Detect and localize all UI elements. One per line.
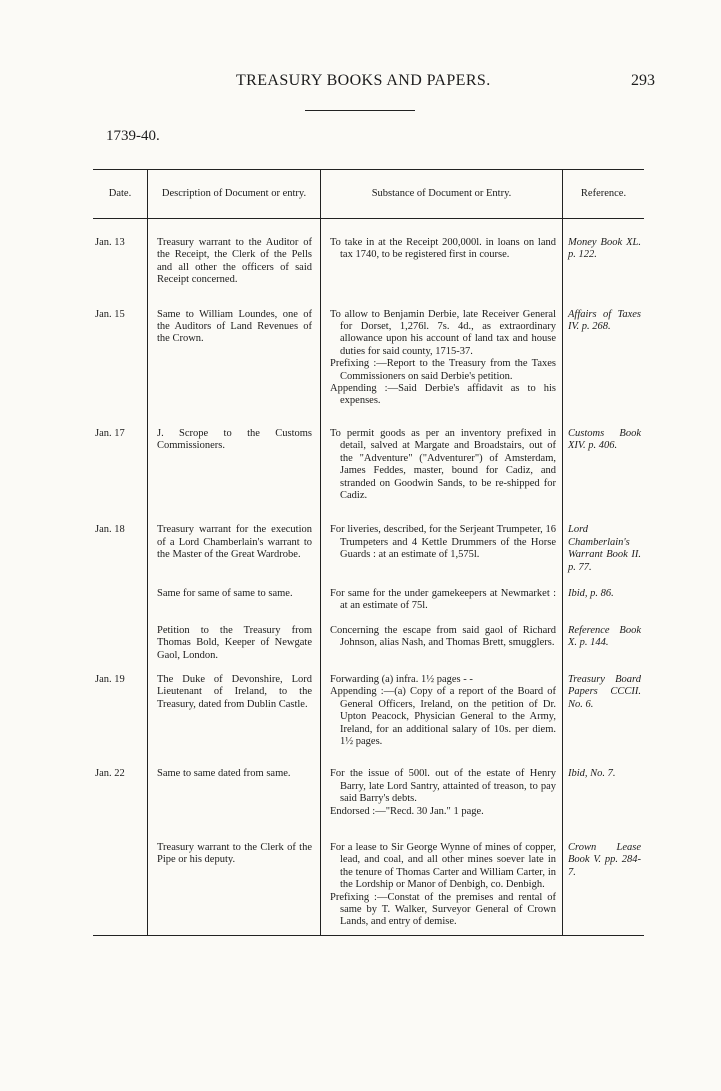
substance-paragraph: Appending :—(a) Copy of a report of the Board of General Officers, Ireland, on the petition of Dr. Upton Peacock, Physician General to the Army, Ireland, for an additional salary of 10s. per diem. 1½ pages.: [330, 686, 556, 747]
entry-description: Treasury warrant for the execution of a Lord Chamberlain's warrant to the Master of the Great Wardrobe.: [157, 524, 312, 561]
substance-paragraph: To allow to Benjamin Derbie, late Receiver General for Dorset, 1,276l. 7s. 4d., as extraordinary allowance upon his account of land tax and house duties for said county, 1715-37.: [330, 308, 556, 357]
entry-substance: [320, 842, 562, 929]
table-row: [93, 613, 644, 662]
page-number: 293: [631, 72, 655, 89]
entry-date: Jan. 22: [95, 768, 125, 780]
substance-paragraph: For a lease to Sir George Wynne of mines of copper, lead, and coal, and all other mines soever late in the tenure of Thomas Carter and William Carter, in the Lordship or Manor of Denbigh, co. Denbigh.: [330, 842, 556, 891]
substance-paragraph: To take in at the Receipt 200,000l. in loans on land tax 1740, to be registered first in course.: [330, 237, 556, 261]
table-row: [93, 408, 644, 502]
entry-description: Same to William Loundes, one of the Auditors of Land Revenues of the Crown.: [157, 308, 312, 345]
entry-reference: Crown Lease Book V. pp. 284-7.: [568, 842, 641, 878]
entry-description: Treasury warrant to the Clerk of the Pipe or his deputy.: [157, 842, 312, 866]
entry-reference: Lord Chamberlain's Warrant Book II. p. 77.: [568, 524, 641, 573]
column-header-substance: Substance of Document or Entry.: [320, 170, 562, 218]
entry-date: Jan. 13: [95, 237, 125, 248]
entry-description: Petition to the Treasury from Thomas Bold, Keeper of Newgate Gaol, London.: [157, 624, 312, 661]
substance-paragraph: Concerning the escape from said gaol of Richard Johnson, alias Nash, and Thomas Brett, smugglers.: [330, 624, 556, 649]
substance-paragraph: Endorsed :—"Recd. 30 Jan." 1 page.: [330, 805, 484, 817]
substance-paragraph: For same for the under gamekeepers at Newmarket : at an estimate of 75l.: [330, 587, 556, 612]
entry-substance: [320, 674, 562, 748]
entry-substance: [320, 524, 562, 574]
entry-substance: [320, 428, 562, 502]
table-row: [93, 818, 644, 929]
entry-date: [93, 842, 147, 929]
entry-reference: Customs Book XIV. p. 406.: [568, 427, 641, 452]
entry-reference: Ibid, p. 86.: [568, 587, 614, 599]
entry-reference: Treasury Board Papers CCCII. No. 6.: [568, 673, 641, 710]
entry-substance: [320, 625, 562, 662]
entry-date: Jan. 17: [95, 427, 125, 439]
entry-description: The Duke of Devonshire, Lord Lieutenant of Ireland, to the Treasury, dated from Dublin Castle.: [157, 673, 312, 710]
table-row: [93, 219, 644, 287]
table-row: [93, 287, 644, 408]
substance-paragraph: Appending :—Said Derbie's affidavit as to his expenses.: [330, 383, 556, 407]
entry-substance: [320, 309, 562, 408]
entry-date: Jan. 18: [95, 524, 125, 536]
entry-description: J. Scrope to the Customs Commissioners.: [157, 427, 312, 452]
entry-description: Same for same of same to same.: [157, 587, 293, 599]
entry-reference: Affairs of Taxes IV. p. 268.: [568, 308, 641, 333]
page-header: [0, 72, 721, 96]
entry-substance: [320, 768, 562, 818]
entry-description: Same to same dated from same.: [157, 768, 291, 780]
header-rule: [305, 110, 415, 111]
entry-date: Jan. 19: [95, 673, 125, 685]
substance-paragraph: Prefixing :—Constat of the premises and rental of same by T. Walker, Surveyor General of Crown Lands, and entry of demise.: [330, 891, 556, 928]
entry-description: Treasury warrant to the Auditor of the Receipt, the Clerk of the Pells and all other the officers of said Receipt concerned.: [157, 237, 312, 286]
entry-reference: Ibid, No. 7.: [568, 768, 616, 780]
entry-reference: Money Book XL. p. 122.: [568, 237, 641, 261]
table-row: [93, 574, 644, 613]
entry-reference: Reference Book X. p. 144.: [568, 624, 641, 649]
entry-date: Jan. 15: [95, 308, 125, 320]
table-body: [93, 219, 644, 935]
column-header-date: Date.: [108, 188, 132, 199]
substance-paragraph: Forwarding (a) infra. 1½ pages - -: [330, 673, 473, 685]
substance-paragraph: Prefixing :—Report to the Treasury from the Taxes Commissioners on said Derbie's petition.: [330, 358, 556, 382]
table-row: [93, 502, 644, 574]
table-row: [93, 662, 644, 748]
substance-paragraph: To permit goods as per an inventory prefixed in detail, salved at Margate and Broadstairs, out of the "Adventure" ("Adventurer") of Amsterdam, James Feddes, master, bound for Cadiz, and stranded on Goodwin Sands, to be re-shipped for Cadiz.: [330, 427, 556, 501]
table-bottom-spacer: [93, 929, 644, 935]
year-heading: 1739-40.: [106, 128, 160, 144]
substance-paragraph: For the issue of 500l. out of the estate of Henry Barry, late Lord Santry, attainted of treason, to pay said Barry's debts.: [330, 768, 556, 805]
table-row: [93, 748, 644, 818]
running-head: TREASURY BOOKS AND PAPERS.: [236, 72, 491, 89]
entry-substance: [320, 237, 562, 287]
entry-date: [93, 588, 147, 613]
ledger-table: [93, 169, 644, 936]
column-header-description: Description of Document or entry.: [147, 170, 320, 218]
column-header-reference: Reference.: [562, 170, 644, 218]
entry-date: [93, 625, 147, 662]
substance-paragraph: For liveries, described, for the Serjeant Trumpeter, 16 Trumpeters and 4 Kettle Drummers of the Horse Guards : at an estimate of 1,575l.: [330, 524, 556, 561]
table-header-row: [93, 170, 644, 219]
entry-substance: [320, 588, 562, 613]
